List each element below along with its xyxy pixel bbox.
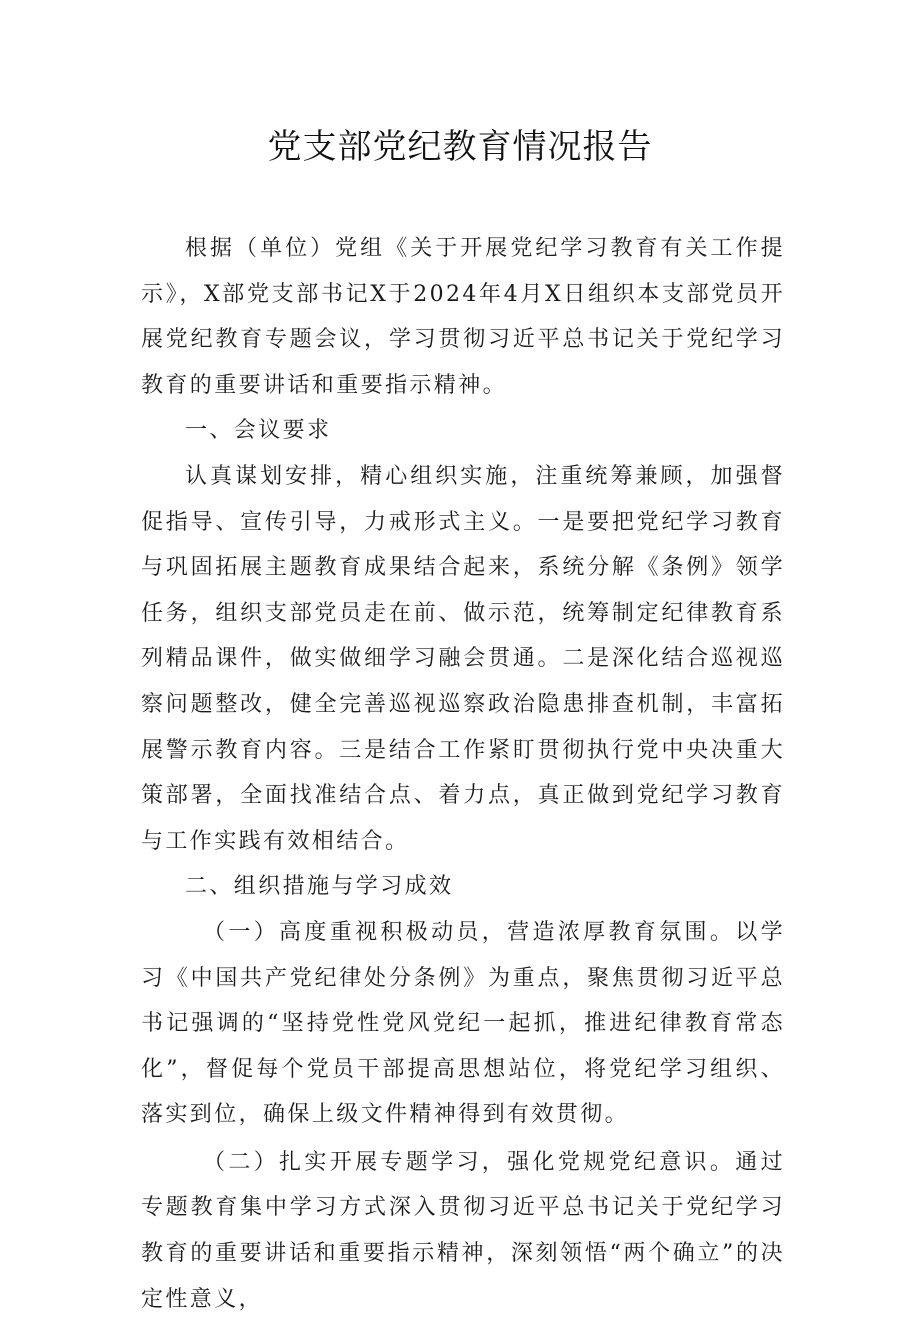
document-body (141, 226, 785, 1322)
section-2-heading: 二、组织措施与学习成效 (185, 874, 454, 900)
section-2-item-2: （二）扎实开展专题学习，强化党规党纪意识。通过专题教育集中学习方式深入贯彻习近平总书记关于党纪学习教育的重要讲话和重要指示精神，深刻领悟“两个确立”的决定性意义， (141, 1149, 785, 1312)
intro-paragraph: 根据（单位）党组《关于开展党纪学习教育有关工作提示》，X部党支部书记X于2024年4月X日组织本支部党员开展党纪教育专题会议，学习贯彻习近平总书记关于党纪学习教育的重要讲话和重要指示精神。 (141, 236, 785, 398)
section-2-item-1: （一）高度重视积极动员，营造浓厚教育氛围。以学习《中国共产党纪律处分条例》为重点，聚焦贯彻习近平总书记强调的“坚持党性党风党纪一起抓，推进纪律教育常态化”，督促每个党员干部提高思想站位，将党纪学习组织、落实到位，确保上级文件精神得到有效贯彻。 (141, 919, 785, 1128)
section-1-paragraph: 认真谋划安排，精心组织实施，注重统筹兼顾，加强督促指导、宣传引导，力戒形式主义。一是要把党纪学习教育与巩固拓展主题教育成果结合起来，系统分解《条例》领学任务，组织支部党员走在前、做示范，统筹制定纪律教育系列精品课件，做实做细学习融会贯通。二是深化结合巡视巡察问题整改，健全完善巡视巡察政治隐患排查机制，丰富拓展警示教育内容。三是结合工作紧盯贯彻执行党中央决重大策部署，全面找准结合点、着力点，真正做到党纪学习教育与工作实践有效相结合。 (141, 463, 785, 854)
section-1-heading: 一、会议要求 (185, 418, 332, 444)
document-title: 党支部党纪教育情况报告 (267, 127, 653, 167)
